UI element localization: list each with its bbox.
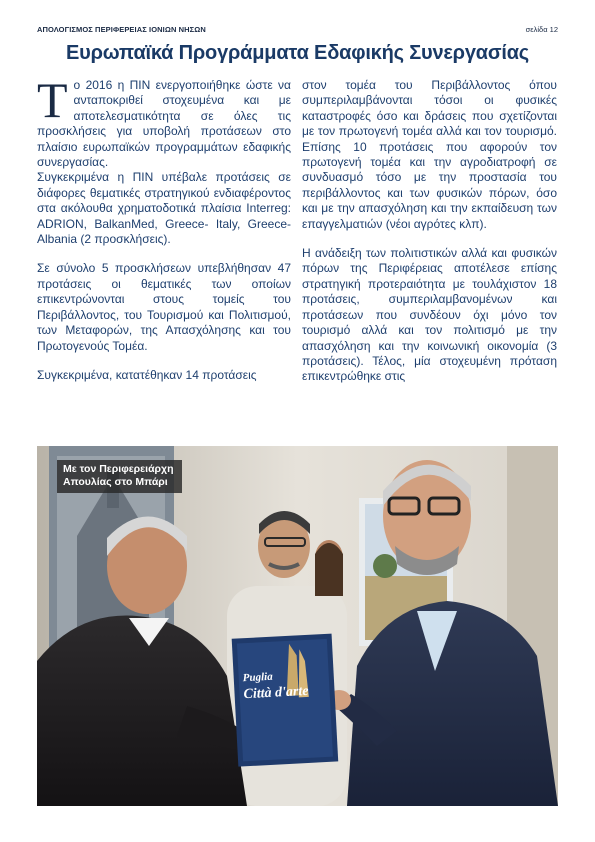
paragraph-proposals: Συγκεκριμένα η ΠΙΝ υπέβαλε προτάσεις σε διάφορες θεματικές στρατηγικού ενδιαφέροντος στα ακόλουθα χρηματοδοτικά πλαίσια Interreg: ADRION, BalkanMed, Greece- Italy, Greece- Albania (2 προσκλήσεις). (37, 170, 291, 247)
paragraph-intro (37, 72, 291, 170)
page-title: Ευρωπαϊκά Προγράμματα Εδαφικής Συνεργασίας (66, 42, 529, 64)
book-title-line2: Città d'arte (243, 683, 309, 703)
caption-line-1: Με τον Περιφερειάρχη (63, 463, 174, 475)
photo-caption (57, 460, 182, 493)
meeting-photo (37, 446, 558, 806)
paragraph-intro-text: ο 2016 η ΠΙΝ ενεργοποιήθηκε ώστε να ανταποκριθεί στοχευμένα και με αποτελεσματικότητα σε όλες τις προσκλήσεις για υποβολή προτάσεων στο πλαίσιο ευρωπαϊκών προγραμμάτων εδαφικής συνεργασίας. (37, 78, 291, 170)
photo-illustration (37, 446, 558, 806)
drop-cap: Τ (37, 72, 68, 128)
left-column (37, 72, 291, 383)
page-number: σελίδα 12 (525, 25, 558, 34)
right-column (302, 78, 557, 385)
paragraph-environment-start: Συγκεκριμένα, κατατέθηκαν 14 προτάσεις (37, 367, 257, 382)
caption-line-2: Απουλίας στο Μπάρι (63, 476, 168, 488)
paragraph-summary: Σε σύνολο 5 προσκλήσεων υπεβλήθησαν 47 προτάσεις οι θεματικές των οποίων επικεντρώνονται στους τομείς του Περιβάλλοντος, του Τουρισμού και Πολιτισμού, των Μεταφορών, της Απασχόλησης και του Πρωτογενούς Τομέα. (37, 261, 291, 353)
running-header: ΑΠΟΛΟΓΙΣΜΟΣ ΠΕΡΙΦΕΡΕΙΑΣ ΙΟΝΙΩΝ ΝΗΣΩΝ (37, 25, 206, 34)
paragraph-culture: Η ανάδειξη των πολιτιστικών αλλά και φυσικών πόρων της Περιφέρειας αποτέλεσε επίσης στρατηγική προτεραιότητα με τουλάχιστον 18 προτάσεις, συμπεριλαμβανομένων και προτάσεων που συνδέουν όχι μόνο τον τουρισμό αλλά και τον πολιτισμό με την απασχόληση και την κοινωνική οικονομία (3 προτάσεις). Τέλος, μία στοχευμένη πρόταση επικεντρώθηκε στις (302, 246, 557, 384)
book-title-line1: Puglia (242, 670, 273, 685)
paragraph-environment: στον τομέα του Περιβάλλοντος όπου συμπεριλαμβάνονται τόσοι οι φυσικές καταστροφές όσο και δράσεις που σχετίζονται με τον πρωτογενή τομέα αλλά και τον τουρισμό. Επίσης 10 προτάσεις που αφορούν τον πρωτογενή τομέα και την αγροδιατροφή σε συνδυασμό τόσο με την προστασία του περιβάλλοντος και των φυσικών πόρων, όσο και με την απασχόληση και την εκπαίδευση των επαγγελματιών (νέοι αγρότες κλπ). (302, 78, 557, 231)
